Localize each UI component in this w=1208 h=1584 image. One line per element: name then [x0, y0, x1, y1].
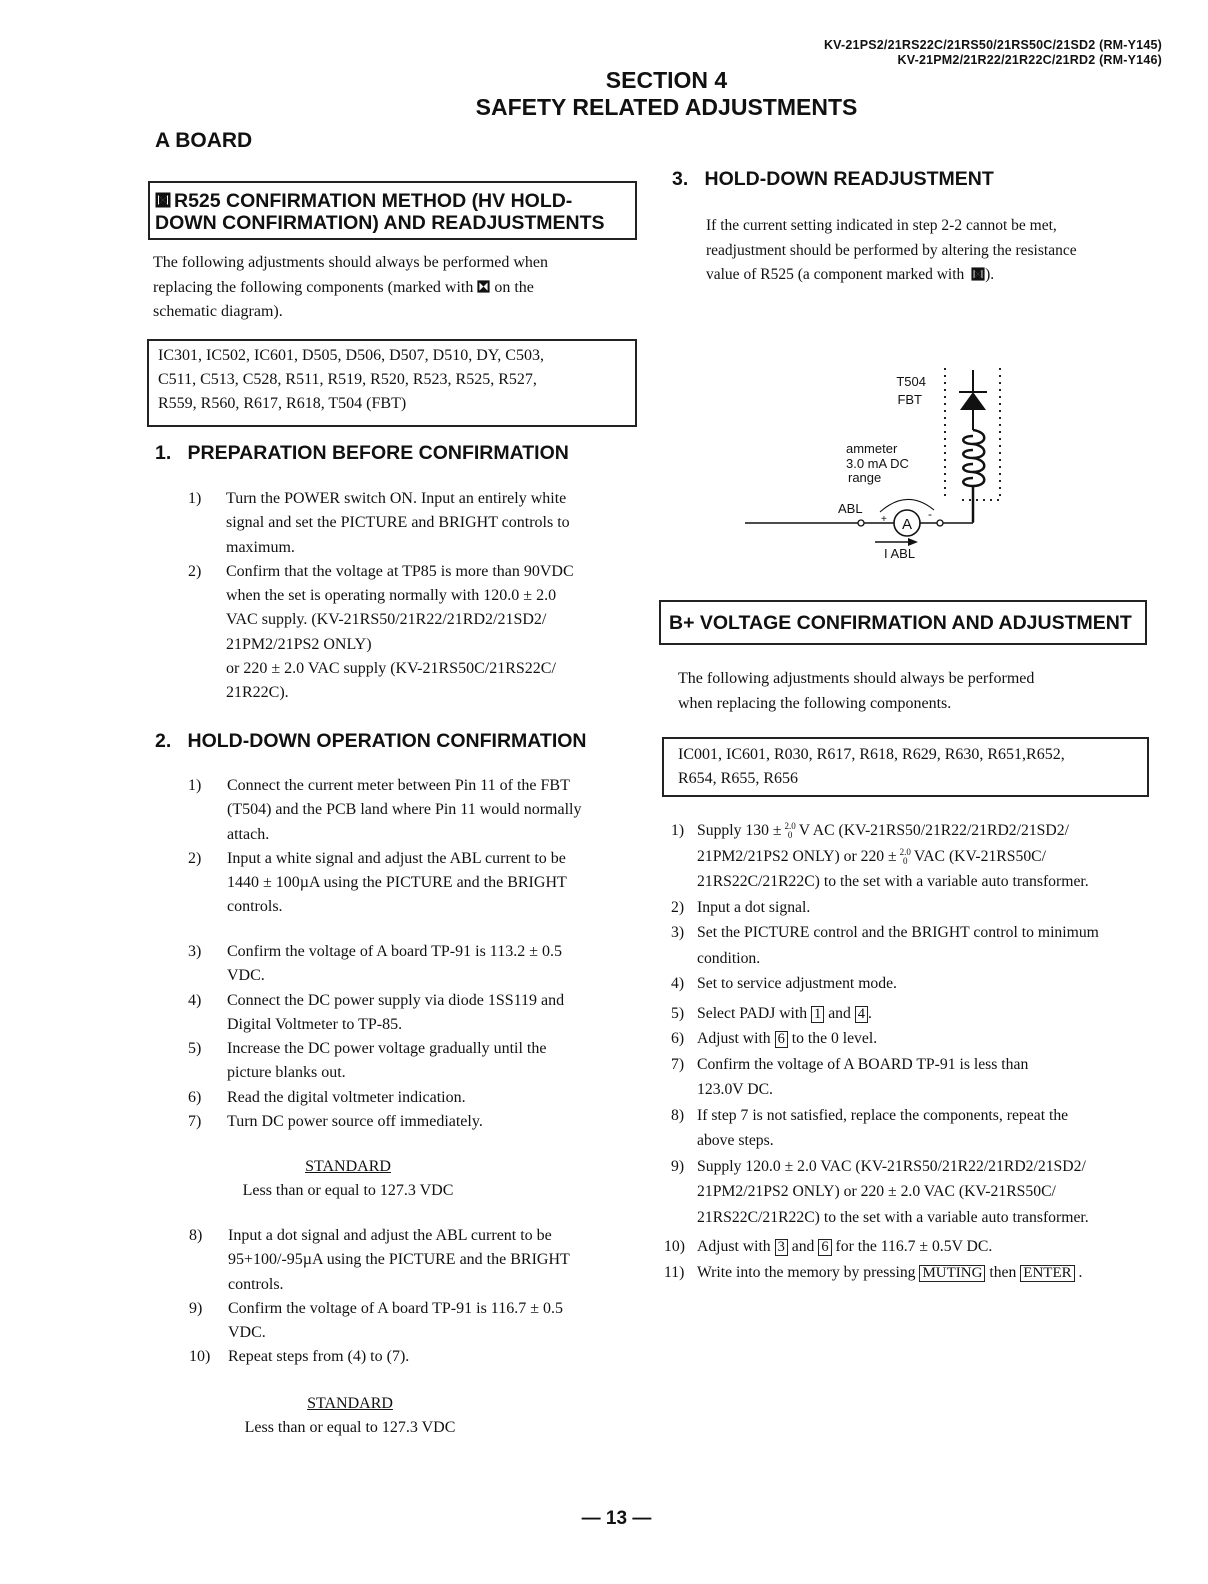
step-number: 1) — [188, 777, 202, 794]
step-line: or 220 ± 2.0 VAC supply (KV-21RS50C/21RS22C/ — [226, 660, 556, 678]
step-line: 123.0V DC. — [697, 1081, 773, 1098]
component-line: IC001, IC601, R030, R617, R618, R629, R630, R651,R652, — [678, 746, 1065, 763]
hold-heading: 2. HOLD-DOWN OPERATION CONFIRMATION — [155, 730, 587, 752]
readjust-heading: 3. HOLD-DOWN READJUSTMENT — [672, 168, 994, 190]
t504-label: T504 — [896, 374, 926, 389]
step-line — [697, 818, 1184, 844]
step-line: Confirm the voltage of A board TP-91 is 116.7 ± 0.5 — [228, 1299, 563, 1317]
step-text: to the 0 level. — [791, 1030, 878, 1047]
safety-mark-icon — [971, 267, 985, 281]
bplus-step-2 — [664, 895, 1184, 921]
key-3-button: 3 — [775, 1239, 788, 1256]
readjust-text-part: ). — [985, 266, 995, 283]
component-line: IC301, IC502, IC601, D505, D506, D507, D510, DY, C503, — [158, 347, 544, 364]
tol-sup: 2.0 — [899, 846, 911, 857]
step-line — [697, 1026, 1184, 1052]
standard-value: Less than or equal to 127.3 VDC — [244, 1419, 456, 1436]
component-line: R559, R560, R617, R618, T504 (FBT) — [158, 395, 407, 412]
model-header — [824, 38, 1162, 68]
step-line: 1440 ± 100µA using the PICTURE and the BRIGHT — [227, 874, 567, 892]
minus-label: - — [928, 507, 932, 521]
step-text: . — [1078, 1263, 1083, 1281]
enter-key-button: ENTER — [1020, 1265, 1074, 1282]
step-text: . — [868, 1004, 872, 1022]
bplus-step-9 — [664, 1154, 1184, 1231]
tolerance — [784, 822, 795, 840]
step-number: 9) — [189, 1299, 203, 1317]
step-text: and — [828, 1004, 851, 1022]
key-4-button: 4 — [855, 1006, 868, 1023]
bplus-step-5 — [664, 1001, 1184, 1027]
tol-sup: 2.0 — [784, 821, 796, 832]
r525-intro — [153, 251, 643, 325]
step-line: Input a dot signal. — [697, 898, 811, 916]
step-line: Confirm the voltage of A board TP-91 is 113.2 ± 0.5 — [227, 943, 562, 960]
key-1-button: 1 — [811, 1006, 824, 1023]
bplus-step-10 — [664, 1234, 1184, 1260]
step-number: 1) — [671, 822, 685, 839]
step-line: Supply 120.0 ± 2.0 VAC (KV-21RS50/21R22/21RD2/21SD2/ — [697, 1157, 1086, 1175]
bplus-intro — [678, 667, 1138, 716]
muting-key-button: MUTING — [919, 1265, 985, 1282]
section-title: SAFETY RELATED ADJUSTMENTS — [475, 94, 858, 120]
step-line: Input a white signal and adjust the ABL current to be — [227, 849, 566, 867]
step-line: Confirm that the voltage at TP85 is more than 90VDC — [226, 562, 574, 580]
model-line-1: KV-21PS2/21RS22C/21RS50/21RS50C/21SD2 (RM-Y145) — [823, 38, 1162, 52]
hold-step-5 — [188, 1037, 648, 1086]
hold-step-10 — [189, 1345, 649, 1369]
step-text: for the 116.7 ± 0.5V DC. — [835, 1238, 993, 1255]
board-title: A BOARD — [155, 129, 253, 152]
step-line: signal and set the PICTURE and BRIGHT controls to — [226, 514, 570, 532]
key-6-button: 6 — [818, 1239, 831, 1256]
current-label: I ABL — [884, 546, 916, 561]
step-text: V AC (KV-21RS50/21R22/21RD2/21SD2/ — [798, 822, 1069, 839]
step-number: 10) — [664, 1238, 685, 1255]
step-line: attach. — [227, 825, 270, 843]
key-6-button: 6 — [775, 1031, 788, 1048]
hold-steps-c — [189, 1224, 649, 1370]
step-text: Supply 130 ± — [697, 822, 782, 839]
step-number: 8) — [189, 1227, 203, 1244]
safety-mark-icon — [155, 192, 171, 208]
step-text: Write into the memory by pressing — [697, 1263, 916, 1281]
step-number: 6) — [671, 1030, 685, 1047]
standard-label: STANDARD — [305, 1158, 391, 1175]
step-line: picture blanks out. — [227, 1064, 346, 1082]
abl-label: ABL — [838, 501, 863, 516]
hold-steps-a — [188, 774, 648, 920]
step-line: VDC. — [227, 967, 265, 985]
bplus-heading-box — [659, 600, 1147, 645]
step-number: 6) — [188, 1088, 202, 1106]
step-text: Select PADJ with — [697, 1004, 808, 1022]
step-number: 2) — [188, 562, 202, 580]
step-number: 5) — [188, 1040, 202, 1058]
step-line: condition. — [697, 949, 761, 967]
step-line: Increase the DC power voltage gradually until the — [227, 1040, 547, 1058]
bplus-step-7 — [664, 1052, 1184, 1103]
diode-symbol — [959, 370, 987, 430]
step-line: VAC supply. (KV-21RS50/21R22/21RD2/21SD2/ — [226, 611, 547, 629]
step-line: Input a dot signal and adjust the ABL current to be — [228, 1227, 552, 1244]
bplus-step-4 — [664, 971, 1184, 997]
step-number: 5) — [671, 1004, 685, 1022]
step-number: 7) — [671, 1055, 685, 1073]
step-text: VAC (KV-21RS50C/ — [913, 847, 1046, 865]
step-text: Adjust with — [697, 1238, 771, 1255]
r525-intro-line: schematic diagram). — [153, 303, 283, 320]
prep-steps — [188, 487, 648, 706]
readjust-text — [706, 214, 1166, 288]
step-number: 7) — [188, 1113, 202, 1131]
step-line: controls. — [228, 1275, 284, 1293]
tol-sub: 0 — [903, 855, 908, 866]
readjust-line: If the current setting indicated in step 2-2 cannot be met, — [706, 217, 1057, 234]
hold-step-1 — [188, 774, 648, 847]
step-text: and — [791, 1238, 815, 1255]
step-line: 21PM2/21PS2 ONLY) — [226, 635, 372, 653]
bplus-step-1 — [664, 818, 1184, 895]
r525-intro-line: The following adjustments should always be performed when — [153, 254, 549, 271]
step-line: VDC. — [228, 1324, 266, 1342]
bplus-intro-line: when replacing the following components. — [678, 694, 952, 712]
bplus-step-3 — [664, 920, 1184, 971]
readjust-text-part: value of R525 (a component marked with — [706, 266, 965, 283]
hold-step-3 — [188, 940, 648, 989]
step-line — [697, 1001, 1184, 1027]
prep-step-1 — [188, 487, 648, 560]
step-number: 4) — [188, 991, 202, 1009]
step-line: 21R22C). — [226, 684, 289, 702]
r525-heading-line-1: R525 CONFIRMATION METHOD (HV HOLD- — [174, 190, 573, 212]
bplus-components-box — [662, 737, 1149, 797]
r525-components-box — [147, 339, 637, 427]
model-line-2: KV-21PM2/21R22/21R22C/21RD2 (RM-Y146) — [897, 53, 1162, 67]
step-number: 2) — [671, 898, 685, 916]
standard-block-1 — [198, 1155, 498, 1203]
page-number: — 13 — — [581, 1508, 652, 1529]
hold-step-2 — [188, 847, 648, 920]
r525-heading-box — [148, 181, 637, 240]
step-number: 2) — [188, 849, 202, 867]
hold-step-4 — [188, 989, 648, 1038]
component-line: R654, R655, R656 — [678, 770, 799, 787]
r525-intro-text: on the — [494, 278, 534, 296]
step-number: 1) — [188, 490, 202, 507]
step-line: 21RS22C/21R22C) to the set with a variable auto transformer. — [697, 1208, 1089, 1226]
step-line: Connect the DC power supply via diode 1SS119 and — [227, 991, 565, 1009]
step-line: Confirm the voltage of A BOARD TP-91 is less than — [697, 1055, 1029, 1073]
fbt-label: FBT — [897, 392, 922, 407]
range-label-2: range — [848, 470, 882, 485]
hold-step-8 — [189, 1224, 649, 1297]
prep-heading: 1. PREPARATION BEFORE CONFIRMATION — [155, 442, 569, 464]
component-line: C511, C513, C528, R511, R519, R520, R523, R525, R527, — [158, 371, 537, 388]
coil-symbol — [963, 430, 984, 522]
hold-step-9 — [189, 1297, 649, 1346]
step-number: 9) — [671, 1157, 685, 1175]
step-line — [697, 1260, 1184, 1286]
step-line: above steps. — [697, 1132, 774, 1149]
step-number: 4) — [671, 975, 685, 992]
prep-step-2 — [188, 560, 648, 706]
ammeter-label: ammeter — [846, 441, 898, 456]
step-line — [697, 1234, 1184, 1260]
bplus-heading: B+ VOLTAGE CONFIRMATION AND ADJUSTMENT — [669, 612, 1132, 634]
readjust-line — [706, 263, 1166, 288]
step-number: 3) — [188, 943, 202, 960]
step-line: Repeat steps from (4) to (7). — [228, 1348, 410, 1366]
step-number: 3) — [671, 924, 685, 941]
hold-step-7 — [188, 1110, 648, 1134]
hold-down-diagram — [740, 360, 1020, 575]
plus-label: + — [881, 514, 887, 525]
readjust-line: readjustment should be performed by altering the resistance — [706, 241, 1077, 259]
step-text: 21PM2/21PS2 ONLY) or 220 ± — [697, 847, 897, 865]
step-text: then — [989, 1263, 1017, 1281]
step-line: 21PM2/21PS2 ONLY) or 220 ± 2.0 VAC (KV-21RS50C/ — [697, 1183, 1056, 1200]
step-number: 10) — [189, 1348, 211, 1366]
step-line: controls. — [227, 898, 283, 916]
standard-block-2 — [200, 1392, 500, 1440]
standard-value: Less than or equal to 127.3 VDC — [242, 1182, 454, 1199]
standard-label: STANDARD — [307, 1395, 393, 1412]
step-line: Read the digital voltmeter indication. — [227, 1088, 466, 1106]
range-label-1: 3.0 mA DC — [846, 456, 909, 471]
hold-step-6 — [188, 1086, 648, 1110]
step-line — [697, 844, 1184, 870]
step-line: when the set is operating normally with 120.0 ± 2.0 — [226, 587, 557, 605]
tol-sub: 0 — [787, 830, 793, 841]
step-line: 21RS22C/21R22C) to the set with a variable auto transformer. — [697, 873, 1089, 890]
r525-intro-text: replacing the following components (marked with — [153, 278, 474, 296]
step-line: Connect the current meter between Pin 11 of the FBT — [227, 777, 570, 794]
section-number: SECTION 4 — [605, 67, 728, 93]
safety-mark-icon — [477, 280, 490, 293]
step-line: Set the PICTURE control and the BRIGHT control to minimum — [697, 924, 1099, 941]
bplus-steps — [664, 818, 1184, 1285]
step-line: Turn DC power source off immediately. — [227, 1113, 483, 1131]
step-line: Turn the POWER switch ON. Input an entirely white — [226, 490, 567, 507]
tolerance — [900, 848, 911, 866]
step-number: 8) — [671, 1106, 685, 1124]
step-line: Digital Voltmeter to TP-85. — [227, 1015, 403, 1033]
step-line: Set to service adjustment mode. — [697, 975, 897, 992]
bplus-step-6 — [664, 1026, 1184, 1052]
bplus-step-11 — [664, 1260, 1184, 1286]
step-number: 11) — [664, 1263, 685, 1281]
meter-letter: A — [901, 516, 913, 533]
step-text: Adjust with — [697, 1030, 771, 1047]
bplus-step-8 — [664, 1103, 1184, 1154]
hold-steps-b — [188, 940, 648, 1134]
r525-heading-line-2: DOWN CONFIRMATION) AND READJUSTMENTS — [155, 212, 605, 234]
step-line: maximum. — [226, 538, 295, 556]
step-line: If step 7 is not satisfied, replace the components, repeat the — [697, 1106, 1069, 1124]
r525-intro-line — [153, 276, 643, 301]
bplus-intro-line: The following adjustments should always be performed — [678, 670, 1035, 687]
step-line: 95+100/-95µA using the PICTURE and the BRIGHT — [228, 1251, 570, 1269]
step-line: (T504) and the PCB land where Pin 11 would normally — [227, 801, 582, 819]
